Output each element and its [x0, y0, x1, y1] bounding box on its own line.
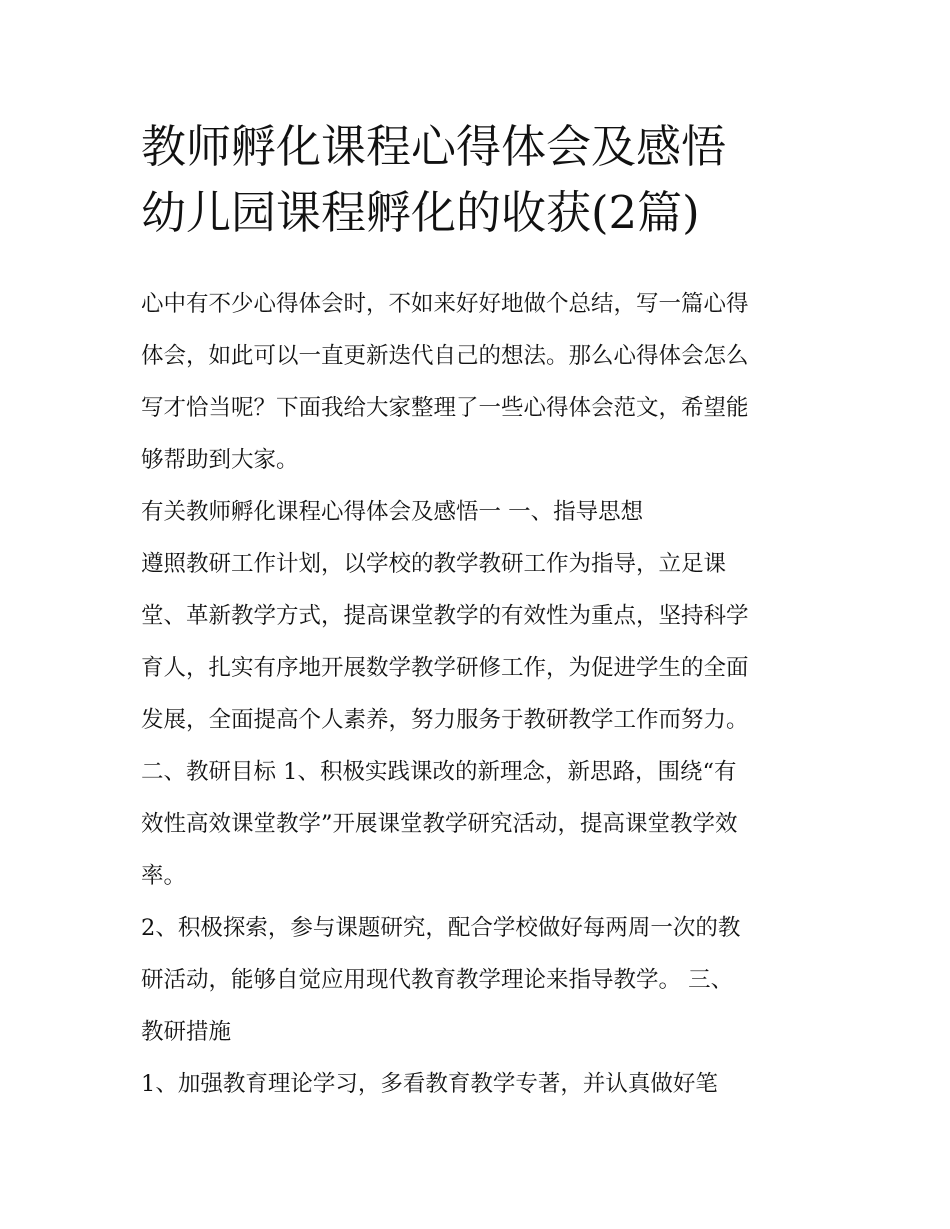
text-line: 率。 — [141, 863, 187, 889]
title-line: 幼儿园课程孵化的收获(2篇) — [141, 186, 700, 239]
text-line: 教研措施 — [141, 1019, 232, 1045]
text-line: 遵照教研工作计划，以学校的教学教研工作为指导，立足课 — [141, 551, 727, 577]
document-body — [141, 278, 821, 1110]
text-line: 写才恰当呢？下面我给大家整理了一些心得体会范文，希望能 — [141, 395, 749, 421]
document-title — [141, 114, 841, 246]
text-line: 效性高效课堂教学”开展课堂教学研究活动，提高课堂教学效 — [141, 811, 738, 837]
text-line: 有关教师孵化课程心得体会及感悟一 一、指导思想 — [141, 499, 644, 525]
text-line: 体会，如此可以一直更新迭代自己的想法。那么心得体会怎么 — [141, 343, 749, 369]
section-heading-paragraph — [141, 486, 821, 538]
text-line: 研活动，能够自觉应用现代教育教学理论来指导教学。 三、 — [141, 967, 734, 993]
text-line: 够帮助到大家。 — [141, 447, 299, 473]
text-line: 2、积极探索，参与课题研究，配合学校做好每两周一次的教 — [141, 915, 741, 941]
text-line: 1、加强教育理论学习，多看教育教学专著，并认真做好笔 — [141, 1071, 718, 1097]
guiding-thought-paragraph — [141, 538, 821, 902]
text-line: 发展，全面提高个人素养，努力服务于教研教学工作而努力。 — [141, 707, 749, 733]
text-line: 心中有不少心得体会时，不如来好好地做个总结，写一篇心得 — [141, 291, 749, 317]
research-goal-paragraph — [141, 902, 821, 1058]
intro-paragraph — [141, 278, 821, 486]
text-line: 二、教研目标 1、积极实践课改的新理念，新思路，围绕“有 — [141, 759, 737, 785]
title-line: 教师孵化课程心得体会及感悟 — [141, 120, 727, 173]
text-line: 育人，扎实有序地开展数学教学研修工作，为促进学生的全面 — [141, 655, 749, 681]
measures-paragraph — [141, 1058, 821, 1110]
text-line: 堂、革新教学方式，提高课堂教学的有效性为重点，坚持科学 — [141, 603, 749, 629]
